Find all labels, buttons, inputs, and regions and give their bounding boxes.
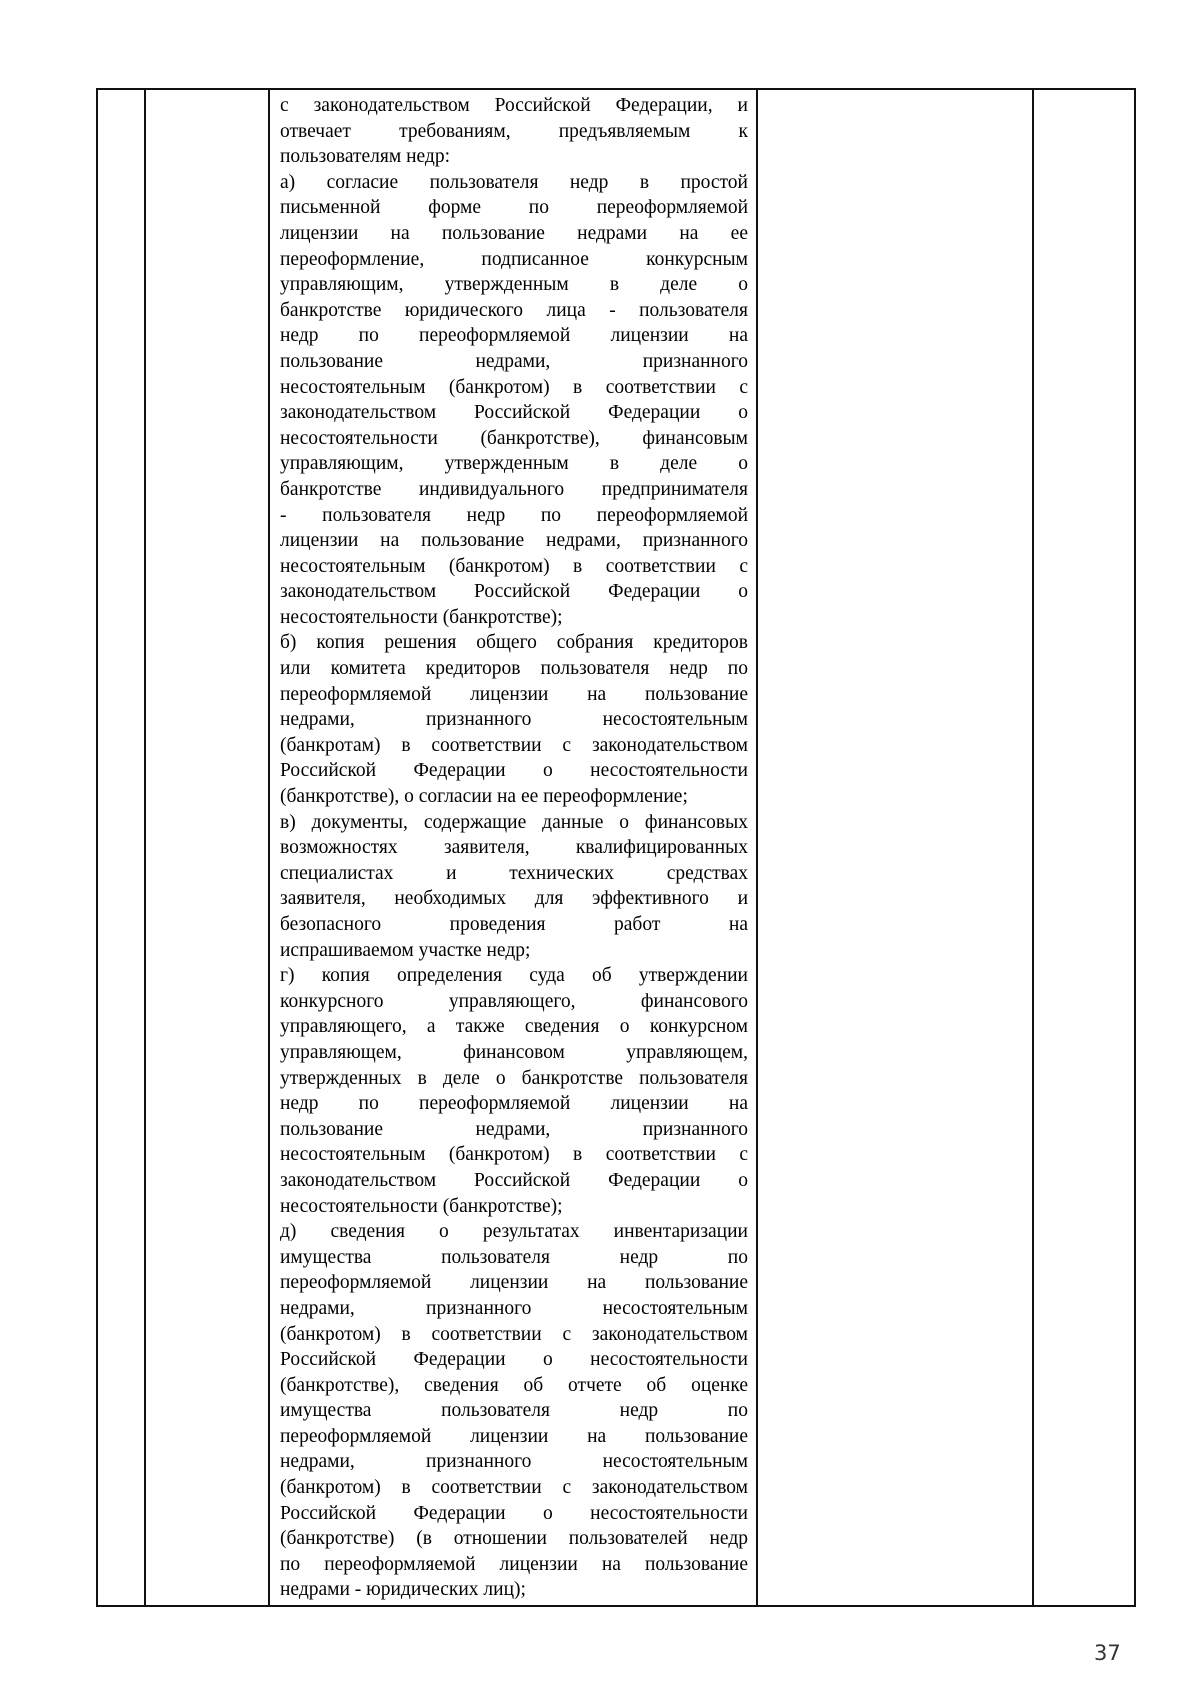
text-line: пользование недрами, признанного: [280, 350, 748, 372]
text-line: безопасного проведения работ на: [280, 914, 748, 935]
notes-cell: [757, 89, 1033, 1606]
text-line: Российской Федерации о несостоятельности: [280, 1349, 748, 1371]
text-line: управляющего, а также сведения о конкурсном: [280, 1016, 748, 1038]
text-line: недрами, признанного несостоятельным: [280, 709, 748, 731]
text-line: переоформляемой лицензии на пользование: [280, 1272, 748, 1294]
text-line: переоформляемой лицензии на пользование: [280, 1425, 748, 1447]
text-line: несостоятельности (банкротстве), финансовым: [280, 427, 748, 449]
text-line: банкротстве юридического лица - пользователя: [280, 299, 748, 321]
text-line: имущества пользователя недр по: [280, 1400, 748, 1422]
requirements-table: [96, 88, 1136, 1607]
text-line: недрами - юридических лиц);: [280, 1579, 526, 1601]
text-line: несостоятельности (банкротстве);: [280, 606, 563, 628]
text-line: а) согласие пользователя недр в простой: [280, 171, 748, 193]
text-line: (банкротом) в соответствии с законодательством: [280, 1477, 748, 1499]
text-line: законодательством Российской Федерации о: [280, 581, 748, 603]
text-line: управляющем, финансовом управляющем,: [280, 1041, 748, 1063]
text-line: (банкротом) в соответствии с законодательством: [280, 1323, 748, 1345]
text-line: несостоятельным (банкротом) в соответствии с: [280, 376, 748, 398]
text-line: недр по переоформляемой лицензии на: [280, 325, 748, 347]
text-line: б) копия решения общего собрания кредиторов: [280, 632, 748, 654]
page-number: 37: [1094, 1641, 1121, 1665]
table-row: [97, 89, 1135, 1606]
text-line: - пользователя недр по переоформляемой: [280, 504, 748, 526]
text-line: банкротстве индивидуального предпринимателя: [280, 478, 748, 500]
text-line: или комитета кредиторов пользователя недр по: [280, 658, 748, 680]
name-cell: [145, 89, 269, 1606]
text-line: недр по переоформляемой лицензии на: [280, 1093, 748, 1115]
text-line: д) сведения о результатах инвентаризации: [280, 1221, 748, 1243]
text-line: возможностях заявителя, квалифицированных: [280, 837, 748, 859]
extra-cell: [1033, 89, 1135, 1606]
text-line: заявителя, необходимых для эффективного и: [280, 888, 748, 910]
text-line: в) документы, содержащие данные о финансовых: [280, 811, 748, 833]
number-cell: [97, 89, 145, 1606]
text-line: (банкротстве), о согласии на ее переоформление;: [280, 786, 688, 808]
text-line: управляющим, утвержденным в деле о: [280, 453, 748, 475]
text-line: переоформление, подписанное конкурсным: [280, 248, 748, 270]
requirements-text: [280, 93, 748, 1603]
text-line: испрашиваемом участке недр;: [280, 939, 531, 961]
text-line: (банкротстве) (в отношении пользователей недр: [280, 1528, 748, 1550]
text-line: переоформляемой лицензии на пользование: [280, 683, 748, 705]
text-line: законодательством Российской Федерации о: [280, 402, 748, 424]
text-line: недрами, признанного несостоятельным: [280, 1451, 748, 1473]
text-line: несостоятельности (банкротстве);: [280, 1195, 563, 1217]
text-line: конкурсного управляющего, финансового: [280, 990, 748, 1012]
text-line: г) копия определения суда об утверждении: [280, 965, 748, 987]
text-line: недрами, признанного несостоятельным: [280, 1297, 748, 1319]
text-line: имущества пользователя недр по: [280, 1246, 748, 1268]
text-line: специалистах и технических средствах: [280, 862, 748, 884]
text-line: лицензии на пользование недрами, признанного: [280, 530, 748, 552]
text-line: Российской Федерации о несостоятельности: [280, 760, 748, 782]
text-line: пользование недрами, признанного: [280, 1118, 748, 1140]
text-line: пользователям недр:: [280, 146, 451, 168]
text-line: с законодательством Российской Федерации, и: [280, 95, 748, 116]
text-line: (банкротам) в соответствии с законодательством: [280, 734, 748, 756]
text-line: законодательством Российской Федерации о: [280, 1169, 748, 1191]
text-line: управляющим, утвержденным в деле о: [280, 274, 748, 296]
text-line: лицензии на пользование недрами на ее: [280, 222, 748, 244]
text-line: несостоятельным (банкротом) в соответствии с: [280, 1144, 748, 1166]
text-line: утвержденных в деле о банкротстве пользователя: [280, 1067, 748, 1089]
text-line: (банкротстве), сведения об отчете об оценке: [280, 1374, 748, 1396]
text-line: письменной форме по переоформляемой: [280, 197, 748, 219]
text-line: Российской Федерации о несостоятельности: [280, 1502, 748, 1524]
requirements-text-cell: [269, 89, 757, 1606]
text-line: по переоформляемой лицензии на пользование: [280, 1553, 748, 1575]
text-line: отвечает требованиям, предъявляемым к: [280, 120, 748, 142]
text-line: несостоятельным (банкротом) в соответствии с: [280, 555, 748, 577]
